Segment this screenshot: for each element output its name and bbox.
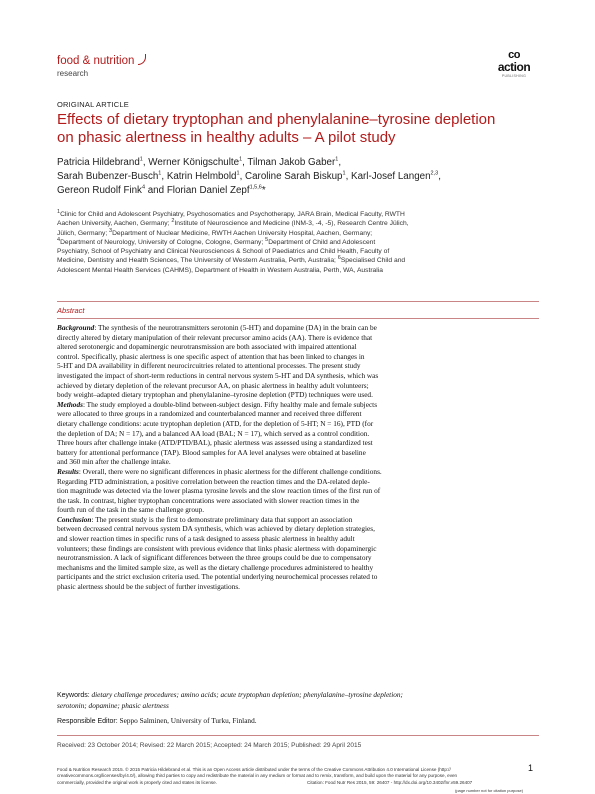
publisher-logo [484,50,544,78]
abstract-line: altered serotonergic and dopaminergic neurotransmission are both associated with impaired attentional [57,342,357,352]
abstract-line: the task. In contrast, higher tryptophan concentrations were associated with slower reaction times in the [57,495,360,505]
author: Caroline Sarah Biskup [245,171,343,182]
abstract-line: achieved by dietary depletion of the relevant precursor AA, on phasic alertness in healthy adult volunteers; [57,380,369,390]
page-note: (page number not for citation purpose) [455,788,524,793]
keywords-label: Keywords: [57,692,90,699]
publication-dates: Received: 23 October 2014; Revised: 22 March 2015; Accepted: 24 March 2015; Published: 29 April 2015 [57,742,362,749]
author-list: Patricia Hildebrand$^1$, Werner Königschulte$^1$, Tilman Jakob Gaber$^1$, Sarah Bubenzer-Busch$^1$, Katrin Helmbold$^1$, Caroline Sarah Biskup$^1$, Karl-Josef Langen$^{2,3}$, Gereon Rudolf Fink$^4$ and Florian Daniel Zepf$^{1,5,6}$* [57,156,441,196]
abstract-line: Background: The synthesis of the neurotransmitters serotonin (5-HT) and dopamine (DA) in the brain can be [57,323,377,332]
affiliation-line: $^4$Department of Neurology, University of Cologne, Cologne, Germany; $^5$Department of Child and Adolescent [57,236,376,246]
abstract-section-heading: Results [57,466,79,476]
author: Katrin Helmbold [166,171,237,182]
responsible-editor [57,716,257,725]
affiliation-line: Psychiatry, School of Psychiatry and Clinical Neurosciences & School of Paediatrics and Child Health, Faculty of [57,248,390,256]
author: Gereon Rudolf Fink [57,185,142,196]
author: Patricia Hildebrand [57,157,140,168]
journal-name: food & nutrition [57,56,146,68]
abstract-label: Abstract [57,306,85,315]
abstract-line: neurotransmission. A lack of significant differences between the three groups could be due to compensatory [57,553,372,563]
abstract-line: were allocated to three groups in a randomized and counterbalanced manner and received three different [57,409,362,419]
journal-masthead [57,56,146,78]
author: Karl-Josef Langen [351,171,431,182]
abstract-section-heading: Methods [57,399,83,409]
abstract-line: investigated the impact of short-term reductions in central nervous system 5-HT and DA synthesis, which was [57,370,379,380]
logo-mid: action [497,60,531,74]
footer-line: Food & Nutrition Research 2015. © 2015 Patricia Hildebrand et al. This is an Open Access article distributed under the terms of the Creative Commons Attribution 4.0 International License (http:// [57,767,451,772]
abstract-line: Regarding PTD administration, a positive correlation between the reaction times and the DA-related deple- [57,476,370,486]
affiliation-line: Adolescent Mental Health Services (CAHMS), Department of Health in Western Australia, Perth, WA, Australia [57,266,383,274]
keywords-text: serotonin; dopamine; phasic alertness [57,700,169,710]
abstract-line: tion magnitude was detected via the lower plasma tyrosine levels and the slow reaction times of the first run of [57,486,381,496]
abstract-section-heading: Conclusion [57,514,92,524]
abstract-line: and 360 min after the challenge intake. [57,457,171,467]
footer [57,767,527,786]
affiliation-line: $^1$Clinic for Child and Adolescent Psychiatry, Psychosomatics and Psychotherapy, JARA Brain, Medical Faculty, RWTH [57,208,405,218]
editor-name: Seppo Salminen, University of Turku, Finland. [117,716,257,725]
author: Sarah Bubenzer-Busch [57,171,159,182]
author: Werner Königschulte [148,157,240,168]
editor-label: Responsible Editor: [57,718,118,725]
abstract-line: Methods: The study employed a double-blind between-subject design. Fifty healthy male and female subjects [57,399,378,409]
abstract-body [57,323,539,592]
article-title [57,111,517,147]
abstract-line: Three hours after challenge intake (ATD/PTD/BAL), phasic alertness was assessed using a standardized test [57,438,373,448]
abstract-line: volunteers; these findings are consistent with previous evidence that links phasic alertness with dopaminergic [57,543,377,553]
citation: Citation: Food Nutr Res 2015, 59: 26407 - http://dx.doi.org/10.3402/fnr.v59.26407 [307,779,473,785]
abstract-line: phasic alertness should be the subject of further investigations. [57,582,240,592]
abstract-line: dietary challenge conditions: acute tryptophan depletion (ATD, for the depletion of 5-HT; N = 16), PTD (for [57,418,374,428]
footer-line: creativecommons.org/licenses/by/4.0/), allowing third parties to copy and redistribute the material in any medium or format and to remix, transform, and build upon the material for any purpose, even [57,773,458,779]
journal-subtitle: research [57,68,89,78]
keywords-text: dietary challenge procedures; amino acids; acute tryptophan depletion; phenylalanine–tyrosine depletion; [89,690,403,699]
title-line: on phasic alertness in healthy adults – A pilot study [57,129,396,146]
abstract-line: and slower reaction times in specific runs of a task designed to assess phasic alertness in healthy adult [57,534,355,544]
abstract-line: between decreased central nervous system DA synthesis, which was achieved by dietary depletion strategies, [57,524,375,534]
affiliation-line: Medicine, Dentistry and Health Sciences, The University of Western Australia, Perth, Australia; $^6$Specialised Child and [57,255,406,265]
affiliation-line: Aachen University, Aachen, Germany; $^2$Institute of Neuroscience and Medicine (INM-3, -4, -5), Research Centre Jülich, [57,218,409,228]
author: Tilman Jakob Gaber [247,157,336,168]
abstract-line: battery for attentional performance (TAP). Blood samples for AA level analyses were obtained at baseline [57,447,366,457]
abstract-line: participants and the strict exclusion criteria used. The potential underlying neurochemical processes related to [57,572,378,582]
abstract-rule [57,301,539,302]
abstract-section-heading: Background [57,323,95,332]
page-number: 1 [528,763,534,773]
affiliations [57,210,539,275]
logo-top: co [508,49,520,61]
title-line: Effects of dietary tryptophan and phenylalanine–tyrosine depletion [57,111,496,128]
author: Florian Daniel Zepf [166,185,250,196]
abstract-line: Conclusion: The present study is the first to demonstrate preliminary data that support an association [57,514,353,524]
abstract-line: fourth run of the task in the same challenge group. [57,505,205,515]
logo-publishing: PUBLISHING [501,74,527,78]
abstract-line: the depletion of DA; N = 17), and a balanced AA load (BAL; N = 17), which served as a control condition. [57,428,370,438]
article-type: ORIGINAL ARTICLE [57,100,129,109]
affiliation-line: Jülich, Germany; $^3$Department of Nuclear Medicine, RWTH Aachen University Hospital, Aachen, Germany; [57,227,373,237]
footer-line: commercially, provided the original work is properly cited and states its license. Citation: Food Nutr Res 2015, 59: 26407 - http://dx.doi.org/10.3402/fnr.v59.26407 [57,779,473,785]
dates-rule [57,735,539,736]
keywords [57,690,539,710]
abstract-line: Results: Overall, there were no significant differences in phasic alertness for the different challenge conditions. [57,466,382,476]
abstract-line: control. Specifically, phasic alertness is one specific aspect of attention that has been linked to changes in [57,351,365,361]
abstract-line: body weight–adapted dietary tryptophan and phenylalanine–tyrosine depletion (PTD) techniques were used. [57,390,373,400]
leaf-icon [138,54,146,65]
corresponding-mark: * [261,185,266,196]
abstract-rule [57,318,539,319]
abstract-line: 5-HT and DA availability in different neurocircuitries related to attentional processes. The present study [57,361,361,371]
abstract-line: directly altered by dietary manipulation of their relevant precursor amino acids (AA). There is evidence that [57,332,373,342]
abstract-line: mechanisms and the limited sample size, as well as the dietary challenge procedures administered to healthy [57,562,374,572]
